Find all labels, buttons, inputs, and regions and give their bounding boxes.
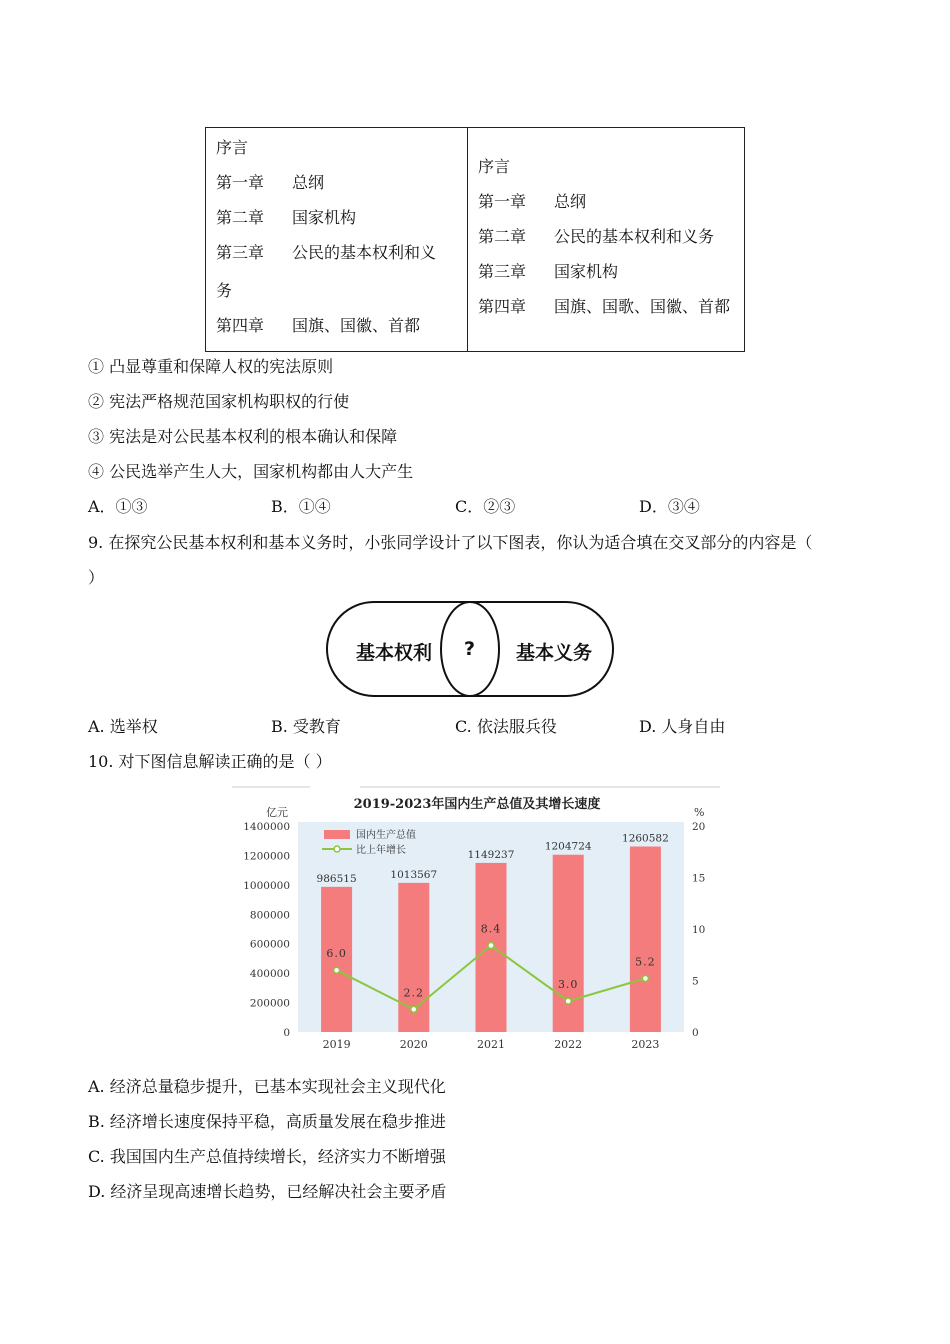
venn-diagram [326, 601, 614, 697]
right-row-4: 第四章 国旗、国歌、国徽、首都 [478, 297, 731, 316]
q8-statement-4: ④ 公民选举产生人大，国家机构都由人大产生 [88, 462, 414, 481]
venn-right-label: 基本义务 [516, 642, 593, 664]
left-row-4: 第四章 国旗、国徽、首都 [216, 316, 421, 335]
table-left-column [206, 128, 468, 351]
bar-label-2019: 986515 [316, 872, 357, 885]
q9-option-c[interactable]: C. 依法服兵役 [455, 717, 557, 736]
right-preface: 序言 [478, 157, 511, 176]
y2-tick-label-0: 0 [692, 1027, 699, 1039]
legend-bar-label: 国内生产总值 [356, 830, 416, 841]
y2-axis-unit-label: % [694, 806, 705, 819]
right-row-1: 第一章 总纲 [478, 192, 587, 211]
growth-point-2022 [565, 998, 571, 1004]
x-tick-label-2019: 2019 [322, 1038, 351, 1051]
y-tick-label-5: 1000000 [243, 879, 290, 892]
q10-stem: 10. 对下图信息解读正确的是（ ） [88, 752, 332, 771]
legend-line-label: 比上年增长 [356, 845, 406, 856]
y2-tick-label-4: 20 [692, 821, 706, 833]
y-tick-label-0: 0 [283, 1027, 290, 1039]
growth-point-2023 [642, 975, 648, 981]
q8-statement-2: ② 宪法严格规范国家机构职权的行使 [88, 392, 350, 411]
q8-statement-3: ③ 宪法是对公民基本权利的根本确认和保障 [88, 427, 398, 446]
q8-option-a[interactable]: A．①③ [88, 497, 148, 516]
bar-label-2022: 1204724 [544, 840, 592, 853]
growth-point-2020 [411, 1006, 417, 1012]
venn-center-label[interactable]: ? [464, 638, 476, 660]
q10-option-d[interactable]: D. 经济呈现高速增长趋势，已经解决社会主要矛盾 [88, 1182, 447, 1201]
bar-label-2020: 1013567 [390, 868, 438, 881]
growth-label-2023: 5.2 [635, 955, 656, 969]
y2-tick-label-1: 5 [692, 975, 699, 988]
q8-statement-1: ① 凸显尊重和保障人权的宪法原则 [88, 357, 334, 376]
growth-label-2022: 3.0 [557, 978, 579, 992]
x-tick-label-2020: 2020 [399, 1038, 428, 1051]
growth-label-2020: 2.2 [403, 986, 425, 1000]
gdp-chart-svg [232, 786, 720, 1056]
y-tick-label-6: 1200000 [243, 850, 290, 863]
q9-stem-close: ） [88, 568, 105, 587]
q9-option-b[interactable]: B. 受教育 [271, 717, 341, 736]
y-axis-unit-label: 亿元 [266, 806, 288, 819]
y2-tick-label-2: 10 [692, 924, 706, 936]
y-tick-label-2: 400000 [249, 968, 290, 981]
chart-title: 2019-2023年国内生产总值及其增长速度 [353, 797, 601, 812]
growth-point-2021 [488, 942, 494, 948]
q10-option-c[interactable]: C. 我国国内生产总值持续增长，经济实力不断增强 [88, 1147, 446, 1166]
constitution-comparison-table [205, 127, 745, 352]
bar-label-2021: 1149237 [467, 848, 515, 861]
y-tick-label-7: 1400000 [243, 821, 290, 833]
right-row-3: 第三章 国家机构 [478, 262, 619, 281]
growth-label-2019: 6.0 [326, 947, 347, 961]
x-tick-label-2021: 2021 [477, 1038, 505, 1051]
bar-2023 [630, 847, 661, 1032]
left-row-3-cont: 务 [216, 281, 233, 300]
venn-left-label: 基本权利 [356, 642, 433, 664]
x-tick-label-2023: 2023 [631, 1038, 660, 1051]
left-row-2: 第二章 国家机构 [216, 208, 357, 227]
legend-line-marker [334, 846, 340, 852]
bar-2022 [553, 855, 584, 1032]
left-preface: 序言 [216, 138, 249, 157]
left-row-1: 第一章 总纲 [216, 173, 325, 192]
y-tick-label-3: 600000 [249, 938, 290, 951]
q8-option-c[interactable]: C．②③ [455, 497, 516, 516]
y2-tick-label-3: 15 [692, 872, 706, 885]
bar-label-2023: 1260582 [622, 832, 669, 845]
left-row-3: 第三章 公民的基本权利和义 [216, 243, 437, 262]
q9-option-d[interactable]: D. 人身自由 [639, 717, 726, 736]
x-tick-label-2022: 2022 [554, 1038, 583, 1051]
q10-option-a[interactable]: A. 经济总量稳步提升，已基本实现社会主义现代化 [88, 1077, 446, 1096]
q9-stem: 9. 在探究公民基本权利和基本义务时，小张同学设计了以下图表，你认为适合填在交叉部分的内容是（ [88, 533, 813, 552]
q8-option-d[interactable]: D．③④ [639, 497, 700, 516]
y-tick-label-1: 200000 [249, 997, 290, 1010]
y-tick-label-4: 800000 [249, 909, 290, 922]
gdp-chart [232, 786, 720, 1056]
table-right-column [468, 128, 744, 351]
q10-option-b[interactable]: B. 经济增长速度保持平稳，高质量发展在稳步推进 [88, 1112, 446, 1131]
right-row-2: 第二章 公民的基本权利和义务 [478, 227, 715, 246]
growth-point-2019 [334, 967, 340, 973]
growth-label-2021: 8.4 [480, 922, 502, 936]
q9-option-a[interactable]: A. 选举权 [88, 717, 158, 736]
legend-bar-swatch [324, 830, 350, 839]
q8-option-b[interactable]: B．①④ [271, 497, 331, 516]
